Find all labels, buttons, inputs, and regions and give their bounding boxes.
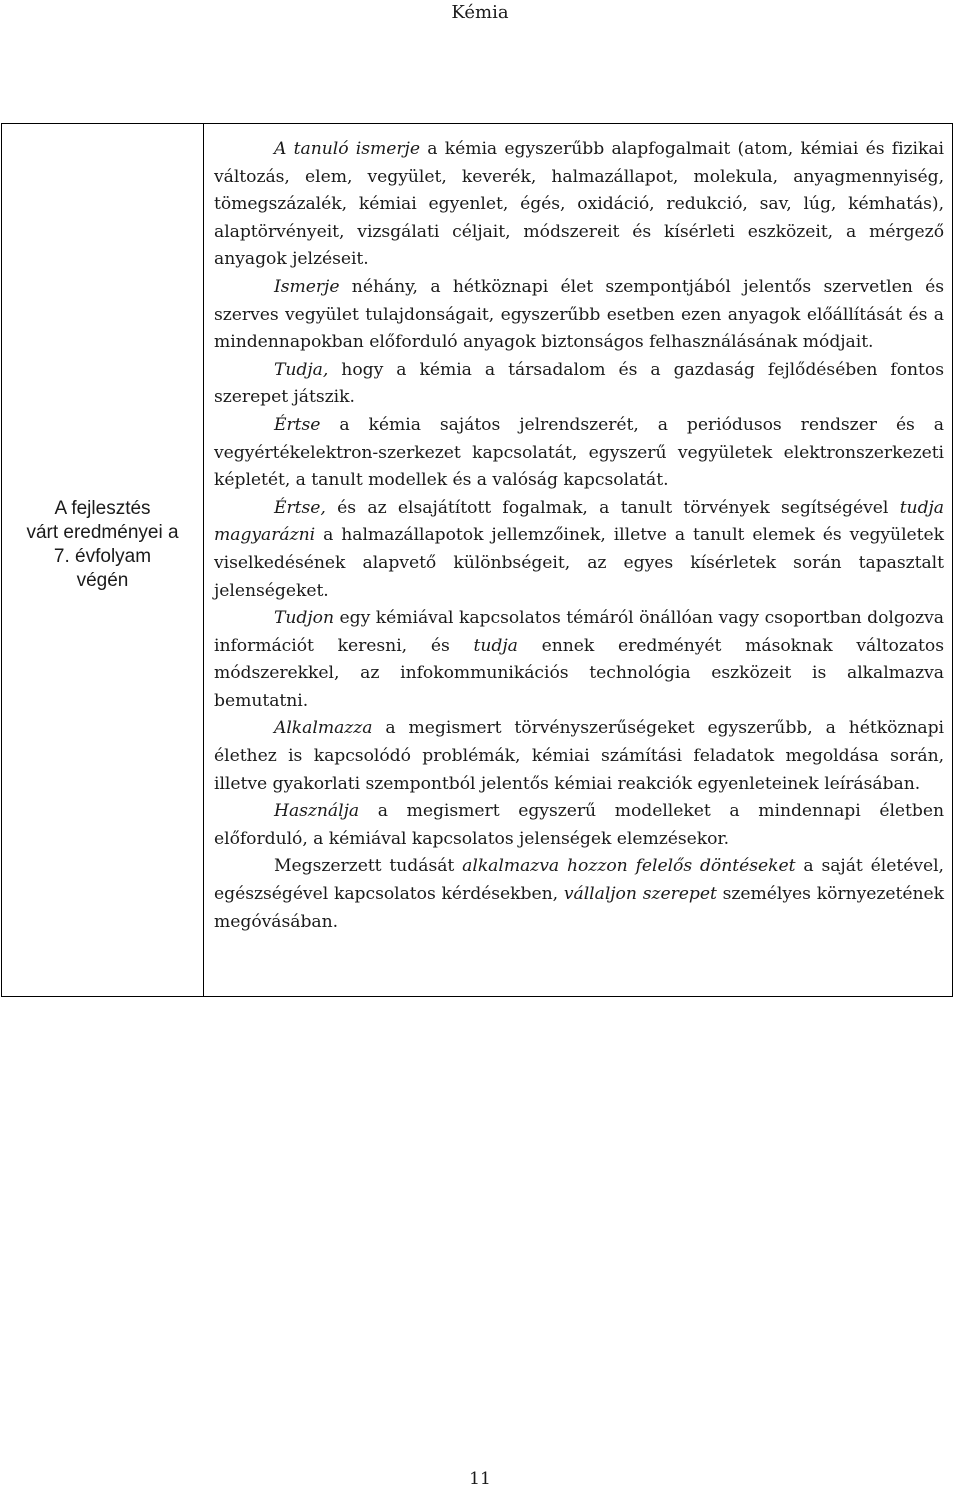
paragraph-text: a megismert törvényszerűségeket egyszerűbb, a hétköznapi élethez is kapcsolódó problémák, kémiai számítási feladatok megoldása során, illetve gyakorlati szempontból jelentős kémiai reakciók egyenleteinek leírásában. xyxy=(214,718,944,794)
emphasized-text: alkalmazva hozzon felelős döntéseket xyxy=(462,856,796,877)
row-label-line: 7. évfolyam xyxy=(53,546,152,567)
paragraph-text: személyes környezetének megóvásában. xyxy=(214,884,944,932)
page-header-title: Kémia xyxy=(451,2,509,23)
outcomes-text-cell xyxy=(204,124,952,996)
paragraph-text: a kémia sajátos jelrendszerét, a periódusos rendszer és a vegyértékelektron-szerkezet kapcsolatát, egyszerű vegyületek elektronszerkezeti képletét, a tanult modellek és a valóság kapcsolatát. xyxy=(214,414,944,491)
paragraph-text: Megszerzett tudását xyxy=(274,856,463,877)
emphasized-text: Értse xyxy=(274,414,321,435)
outcome-paragraph xyxy=(214,412,944,495)
outcome-paragraph xyxy=(214,605,944,715)
paragraph-text: ennek eredményét másoknak változatos módszerekkel, az infokommunikációs technológia eszközeit is alkalmazva bemutatni. xyxy=(214,635,944,711)
emphasized-text: Alkalmazza xyxy=(274,718,373,739)
row-label-line: végén xyxy=(76,570,129,591)
emphasized-text: A tanuló ismerje xyxy=(274,139,420,159)
paragraph-text: a kémia egyszerűbb alapfogalmait (atom, kémiai és fizikai változás, elem, vegyület, keverék, halmazállapot, molekula, anyagmennyiség, tömegszázalék, kémiai egyenlet, égés, oxidáció, redukció, sav, lúg, kémhatás), alaptörvényeit, vizsgálati céljait, módszereit és kísérleti eszközeit, a mérgező anyagok jelzéseit. xyxy=(214,139,944,270)
row-label-line: várt eredményei a xyxy=(26,522,179,543)
paragraph-text: és az elsajátított fogalmak, a tanult törvények segítségével xyxy=(325,497,900,518)
outcome-paragraph xyxy=(214,495,944,605)
emphasized-text: Tudja, xyxy=(274,359,329,380)
row-label-line: A fejlesztés xyxy=(54,498,151,519)
paragraph-text: hogy a kémia a társadalom és a gazdaság fejlődésében fontos szerepet játszik. xyxy=(214,359,944,408)
emphasized-text: vállaljon szerepet xyxy=(563,884,717,905)
outcomes-table xyxy=(1,123,953,997)
outcome-paragraph xyxy=(214,715,944,798)
row-label-cell xyxy=(2,124,204,996)
page-number: 11 xyxy=(469,1469,491,1489)
emphasized-text: tudja magyarázni xyxy=(214,497,944,546)
outcome-paragraph xyxy=(214,274,944,357)
paragraph-text: néhány, a hétköznapi élet szempontjából jelentős szervetlen és szerves vegyület tulajdonságait, egyszerűbb esetben ezen anyagok előállítását és a mindennapokban előforduló anyagok biztonságos felhasználásának módjait. xyxy=(214,276,944,353)
paragraph-text: a megismert egyszerű modelleket a mindennapi életben előforduló, a kémiával kapcsolatos jelenségek elemzésekor. xyxy=(214,801,944,849)
paragraph-text: a halmazállapotok jellemzőinek, illetve a tanult elemek és vegyületek viselkedésének alapvető különbségeit, az egyes kísérletek során tapasztalt jelenségeket. xyxy=(214,525,944,601)
emphasized-text: Ismerje xyxy=(274,276,340,297)
outcome-paragraph xyxy=(214,357,944,412)
paragraph-text: egy kémiával kapcsolatos témáról önállóan vagy csoportban dolgozva információt keresni, és xyxy=(214,608,944,656)
emphasized-text: Értse, xyxy=(274,497,326,518)
emphasized-text: Tudjon xyxy=(274,608,334,629)
row-label xyxy=(26,497,178,623)
emphasized-text: Használja xyxy=(274,801,360,822)
outcome-paragraph xyxy=(214,798,944,853)
outcome-paragraph xyxy=(214,853,944,936)
emphasized-text: tudja xyxy=(473,635,518,656)
paragraph-text: a saját életével, egészségével kapcsolatos kérdésekben, xyxy=(214,856,944,905)
outcome-paragraph xyxy=(214,136,944,274)
